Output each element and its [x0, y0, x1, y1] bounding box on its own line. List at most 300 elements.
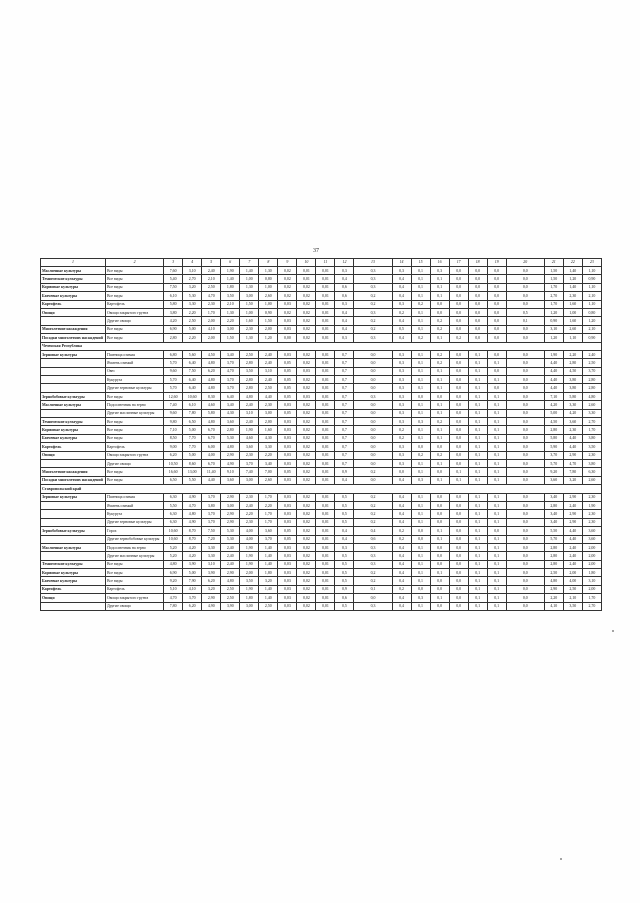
column-header: 15 — [411, 259, 430, 267]
value-cell: 0,0 — [449, 350, 468, 358]
value-cell: 0,0 — [354, 594, 392, 602]
value-cell: 3,30 — [582, 409, 601, 417]
value-cell: 4,60 — [202, 401, 221, 409]
value-cell: 0,2 — [449, 334, 468, 342]
value-cell: 3,40 — [544, 493, 563, 501]
value-cell: 2,50 — [544, 569, 563, 577]
value-cell: 0,1 — [411, 468, 430, 476]
value-cell: 4,70 — [563, 459, 582, 467]
crop-group-cell: Посадки многолетних насаждений — [41, 334, 106, 342]
value-cell: 2,40 — [582, 350, 601, 358]
value-cell: 0,0 — [354, 476, 392, 484]
value-cell: 0,01 — [316, 376, 335, 384]
value-cell: 0,01 — [316, 267, 335, 275]
value-cell: 0,1 — [411, 308, 430, 316]
value-cell: 0,1 — [430, 376, 449, 384]
value-cell: 0,1 — [468, 459, 487, 467]
value-cell: 0,05 — [278, 384, 297, 392]
value-cell: 0,1 — [468, 367, 487, 375]
value-cell: 0,3 — [354, 602, 392, 610]
value-cell: 0,1 — [468, 451, 487, 459]
value-cell: 0,5 — [506, 308, 544, 316]
crop-type-cell: Овощи закрытого грунта — [105, 308, 163, 316]
crop-type-cell: Все виды — [105, 577, 163, 585]
value-cell: 1,80 — [259, 569, 278, 577]
value-cell: 0,1 — [487, 493, 506, 501]
value-cell: 4,90 — [221, 459, 240, 467]
value-cell: 0,1 — [449, 476, 468, 484]
value-cell: 0,1 — [411, 501, 430, 509]
value-cell: 0,1 — [487, 543, 506, 551]
crop-type-cell: Другие масличные культуры — [105, 552, 163, 560]
value-cell: 2,90 — [202, 594, 221, 602]
value-cell: 1,40 — [563, 267, 582, 275]
value-cell: 0,0 — [354, 451, 392, 459]
value-cell: 9,10 — [221, 468, 240, 476]
value-cell: 0,05 — [278, 367, 297, 375]
value-cell: 0,4 — [392, 334, 411, 342]
value-cell: 0,0 — [468, 275, 487, 283]
crop-type-cell: Все виды — [105, 275, 163, 283]
value-cell: 0,1 — [487, 418, 506, 426]
value-cell: 3,70 — [221, 359, 240, 367]
value-cell: 0,01 — [316, 359, 335, 367]
value-cell: 0,1 — [411, 283, 430, 291]
value-cell: 0,1 — [468, 602, 487, 610]
value-cell: 0,0 — [430, 518, 449, 526]
value-cell: 2,90 — [563, 510, 582, 518]
value-cell: 0,1 — [468, 569, 487, 577]
value-cell: 0,0 — [430, 308, 449, 316]
value-cell: 2,60 — [259, 292, 278, 300]
value-cell: 2,80 — [544, 501, 563, 509]
crop-type-cell: Картофель — [105, 300, 163, 308]
value-cell: 2,40 — [221, 560, 240, 568]
value-cell: 0,7 — [335, 434, 354, 442]
value-cell: 0,03 — [278, 543, 297, 551]
value-cell: 2,90 — [221, 569, 240, 577]
value-cell: 0,5 — [335, 518, 354, 526]
value-cell: 0,0 — [449, 300, 468, 308]
value-cell: 0,1 — [487, 585, 506, 593]
value-cell: 0,0 — [506, 560, 544, 568]
value-cell: 2,20 — [563, 350, 582, 358]
value-cell: 0,01 — [316, 577, 335, 585]
value-cell: 0,02 — [297, 577, 316, 585]
value-cell: 0,02 — [297, 376, 316, 384]
value-cell: 0,80 — [582, 308, 601, 316]
value-cell: 2,80 — [582, 384, 601, 392]
value-cell: 0,02 — [297, 443, 316, 451]
value-cell: 0,2 — [430, 325, 449, 333]
value-cell: 0,0 — [449, 594, 468, 602]
value-cell: 0,1 — [487, 552, 506, 560]
crop-type-cell: Все виды — [105, 392, 163, 400]
crop-group-cell — [41, 367, 106, 375]
value-cell: 0,3 — [430, 267, 449, 275]
value-cell: 3,10 — [183, 267, 202, 275]
value-cell: 0,9 — [335, 468, 354, 476]
value-cell: 0,01 — [316, 518, 335, 526]
crop-type-cell: Другие овощи — [105, 602, 163, 610]
value-cell: 5,50 — [183, 476, 202, 484]
value-cell: 8,50 — [164, 434, 183, 442]
value-cell: 0,0 — [354, 367, 392, 375]
value-cell: 0,1 — [487, 569, 506, 577]
value-cell: 2,20 — [221, 317, 240, 325]
crop-group-cell — [41, 602, 106, 610]
value-cell: 0,03 — [278, 451, 297, 459]
value-cell: 0,0 — [354, 359, 392, 367]
value-cell: 0,0 — [506, 552, 544, 560]
value-cell: 1,70 — [259, 493, 278, 501]
value-cell: 0,01 — [316, 560, 335, 568]
value-cell: 4,40 — [544, 367, 563, 375]
value-cell: 3,30 — [183, 300, 202, 308]
table-row — [41, 359, 602, 367]
crop-type-cell: Все виды — [105, 325, 163, 333]
value-cell: 0,7 — [335, 376, 354, 384]
value-cell: 0,4 — [335, 476, 354, 484]
value-cell: 0,1 — [468, 468, 487, 476]
value-cell: 0,2 — [392, 585, 411, 593]
value-cell: 4,80 — [202, 376, 221, 384]
value-cell: 1,40 — [259, 552, 278, 560]
value-cell: 0,0 — [487, 275, 506, 283]
table-row — [41, 535, 602, 543]
value-cell: 2,30 — [202, 300, 221, 308]
value-cell: 4,80 — [544, 577, 563, 585]
crop-type-cell: Все виды — [105, 334, 163, 342]
value-cell: 0,0 — [506, 376, 544, 384]
value-cell: 2,70 — [544, 292, 563, 300]
value-cell: 2,80 — [221, 426, 240, 434]
value-cell: 2,90 — [563, 493, 582, 501]
value-cell: 0,1 — [487, 476, 506, 484]
value-cell: 0,2 — [354, 292, 392, 300]
table-row — [41, 376, 602, 384]
value-cell: 1,90 — [544, 350, 563, 358]
value-cell: 0,2 — [430, 359, 449, 367]
value-cell: 7,50 — [183, 367, 202, 375]
value-cell: 0,05 — [278, 409, 297, 417]
value-cell: 2,30 — [582, 510, 601, 518]
value-cell: 0,0 — [449, 409, 468, 417]
value-cell: 0,6 — [354, 535, 392, 543]
value-cell: 5,00 — [183, 569, 202, 577]
region-name: Чеченская Республика — [41, 342, 602, 350]
value-cell: 0,0 — [449, 552, 468, 560]
data-table — [40, 258, 602, 611]
value-cell: 1,40 — [259, 560, 278, 568]
value-cell: 0,0 — [449, 292, 468, 300]
value-cell: 6,40 — [183, 384, 202, 392]
value-cell: 0,7 — [335, 350, 354, 358]
value-cell: 0,0 — [506, 392, 544, 400]
value-cell: 1,70 — [544, 283, 563, 291]
value-cell: 2,00 — [582, 543, 601, 551]
value-cell: 9,20 — [544, 468, 563, 476]
value-cell: 3,70 — [202, 518, 221, 526]
value-cell: 2,10 — [582, 325, 601, 333]
column-header: 6 — [221, 259, 240, 267]
value-cell: 0,1 — [468, 418, 487, 426]
value-cell: 0,0 — [449, 325, 468, 333]
value-cell: 1,60 — [563, 317, 582, 325]
scan-speck — [560, 858, 562, 860]
value-cell: 3,70 — [240, 459, 259, 467]
value-cell: 4,40 — [563, 535, 582, 543]
crop-type-cell: Все виды — [105, 468, 163, 476]
value-cell: 0,1 — [411, 359, 430, 367]
value-cell: 0,02 — [297, 535, 316, 543]
table-row — [41, 325, 602, 333]
value-cell: 0,4 — [335, 535, 354, 543]
value-cell: 0,5 — [335, 552, 354, 560]
value-cell: 0,1 — [487, 501, 506, 509]
value-cell: 0,0 — [354, 376, 392, 384]
value-cell: 2,50 — [563, 585, 582, 593]
crop-group-cell: Зернобобовые культуры — [41, 527, 106, 535]
value-cell: 0,0 — [354, 350, 392, 358]
value-cell: 0,0 — [430, 560, 449, 568]
value-cell: 2,80 — [544, 560, 563, 568]
value-cell: 1,30 — [221, 308, 240, 316]
crop-group-cell: Многолетние насаждения — [41, 468, 106, 476]
value-cell: 0,01 — [316, 594, 335, 602]
value-cell: 2,70 — [183, 275, 202, 283]
value-cell: 2,40 — [221, 552, 240, 560]
value-cell: 2,50 — [259, 384, 278, 392]
value-cell: 0,03 — [278, 518, 297, 526]
crop-type-cell: Овощи закрытого грунта — [105, 594, 163, 602]
value-cell: 1,90 — [240, 426, 259, 434]
value-cell: 6,30 — [164, 510, 183, 518]
value-cell: 0,5 — [335, 602, 354, 610]
value-cell: 3,70 — [582, 367, 601, 375]
value-cell: 7,00 — [259, 468, 278, 476]
value-cell: 0,7 — [335, 392, 354, 400]
value-cell: 5,30 — [221, 434, 240, 442]
crop-type-cell: Горох — [105, 527, 163, 535]
value-cell: 6,40 — [221, 392, 240, 400]
crop-type-cell: Все виды — [105, 267, 163, 275]
value-cell: 0,0 — [430, 501, 449, 509]
column-header: 22 — [563, 259, 582, 267]
value-cell: 0,1 — [487, 434, 506, 442]
value-cell: 4,50 — [563, 367, 582, 375]
value-cell: 0,3 — [354, 392, 392, 400]
value-cell: 0,2 — [411, 300, 430, 308]
crop-group-cell — [41, 376, 106, 384]
value-cell: 4,00 — [240, 527, 259, 535]
value-cell: 0,2 — [430, 350, 449, 358]
value-cell: 2,80 — [544, 552, 563, 560]
value-cell: 0,6 — [335, 594, 354, 602]
value-cell: 4,80 — [582, 392, 601, 400]
value-cell: 0,02 — [297, 418, 316, 426]
value-cell: 1,20 — [259, 334, 278, 342]
column-header: 10 — [297, 259, 316, 267]
value-cell: 3,10 — [202, 560, 221, 568]
value-cell: 0,1 — [411, 267, 430, 275]
value-cell: 0,1 — [430, 275, 449, 283]
value-cell: 0,3 — [335, 334, 354, 342]
value-cell: 2,80 — [544, 426, 563, 434]
value-cell: 0,02 — [297, 594, 316, 602]
value-cell: 1,80 — [582, 569, 601, 577]
value-cell: 0,7 — [335, 451, 354, 459]
value-cell: 0,1 — [468, 552, 487, 560]
value-cell: 5,70 — [544, 535, 563, 543]
value-cell: 0,1 — [411, 409, 430, 417]
value-cell: 6,40 — [183, 359, 202, 367]
crop-group-cell — [41, 409, 106, 417]
value-cell: 0,7 — [335, 359, 354, 367]
value-cell: 0,4 — [335, 275, 354, 283]
value-cell: 0,02 — [297, 434, 316, 442]
value-cell: 3,90 — [183, 560, 202, 568]
value-cell: 2,50 — [221, 594, 240, 602]
value-cell: 5,00 — [544, 409, 563, 417]
value-cell: 0,2 — [354, 325, 392, 333]
column-header: 4 — [183, 259, 202, 267]
value-cell: 0,0 — [487, 384, 506, 392]
value-cell: 1,10 — [582, 267, 601, 275]
value-cell: 0,01 — [316, 552, 335, 560]
value-cell: 4,80 — [202, 418, 221, 426]
value-cell: 0,1 — [430, 426, 449, 434]
value-cell: 9,00 — [164, 443, 183, 451]
value-cell: 0,0 — [506, 451, 544, 459]
value-cell: 2,80 — [563, 359, 582, 367]
value-cell: 3,60 — [582, 527, 601, 535]
value-cell: 0,0 — [449, 493, 468, 501]
value-cell: 0,1 — [487, 376, 506, 384]
value-cell: 6,30 — [582, 468, 601, 476]
value-cell: 7,70 — [183, 434, 202, 442]
value-cell: 2,00 — [582, 585, 601, 593]
value-cell: 0,7 — [335, 401, 354, 409]
value-cell: 4,90 — [183, 518, 202, 526]
table-row — [41, 459, 602, 467]
value-cell: 1,80 — [221, 283, 240, 291]
value-cell: 3,00 — [240, 602, 259, 610]
crop-group-cell: Кормовые культуры — [41, 283, 106, 291]
value-cell: 0,1 — [411, 543, 430, 551]
value-cell: 0,7 — [335, 418, 354, 426]
value-cell: 0,1 — [411, 292, 430, 300]
value-cell: 2,40 — [563, 501, 582, 509]
value-cell: 0,0 — [449, 367, 468, 375]
value-cell: 1,90 — [240, 552, 259, 560]
value-cell: 0,01 — [316, 367, 335, 375]
value-cell: 0,5 — [335, 577, 354, 585]
value-cell: 0,0 — [354, 384, 392, 392]
value-cell: 0,0 — [468, 334, 487, 342]
value-cell: 0,1 — [449, 468, 468, 476]
crop-group-cell: Зернобобовые культуры — [41, 392, 106, 400]
value-cell: 1,40 — [259, 543, 278, 551]
value-cell: 2,70 — [582, 418, 601, 426]
value-cell: 4,00 — [202, 451, 221, 459]
value-cell: 0,0 — [449, 384, 468, 392]
value-cell: 0,0 — [449, 443, 468, 451]
value-cell: 4,20 — [544, 401, 563, 409]
value-cell: 0,02 — [297, 585, 316, 593]
value-cell: 1,40 — [221, 275, 240, 283]
value-cell: 1,20 — [582, 317, 601, 325]
value-cell: 0,01 — [316, 468, 335, 476]
value-cell: 0,0 — [487, 317, 506, 325]
crop-type-cell: Подсолнечник на зерно — [105, 401, 163, 409]
value-cell: 4,80 — [183, 510, 202, 518]
value-cell: 6,50 — [183, 418, 202, 426]
value-cell: 0,01 — [316, 426, 335, 434]
value-cell: 0,03 — [278, 443, 297, 451]
value-cell: 3,90 — [221, 602, 240, 610]
value-cell: 4,10 — [183, 585, 202, 593]
value-cell: 0,5 — [335, 569, 354, 577]
value-cell: 0,0 — [411, 535, 430, 543]
value-cell: 5,60 — [183, 350, 202, 358]
value-cell: 0,4 — [392, 560, 411, 568]
value-cell: 0,1 — [430, 535, 449, 543]
value-cell: 2,90 — [221, 510, 240, 518]
value-cell: 0,0 — [468, 283, 487, 291]
value-cell: 2,80 — [240, 384, 259, 392]
value-cell: 0,0 — [506, 267, 544, 275]
crop-group-cell: Овощи — [41, 308, 106, 316]
crop-type-cell: Все виды — [105, 476, 163, 484]
value-cell: 8,30 — [202, 392, 221, 400]
value-cell: 0,3 — [392, 418, 411, 426]
value-cell: 0,0 — [506, 602, 544, 610]
value-cell: 0,0 — [506, 409, 544, 417]
crop-group-cell — [41, 384, 106, 392]
value-cell: 0,0 — [468, 317, 487, 325]
value-cell: 0,05 — [278, 376, 297, 384]
value-cell: 6,70 — [202, 426, 221, 434]
value-cell: 0,4 — [335, 325, 354, 333]
value-cell: 0,4 — [392, 518, 411, 526]
value-cell: 0,0 — [506, 401, 544, 409]
value-cell: 2,40 — [259, 376, 278, 384]
value-cell: 0,0 — [354, 459, 392, 467]
value-cell: 2,20 — [240, 510, 259, 518]
value-cell: 2,90 — [221, 451, 240, 459]
crop-type-cell: Другие зернобобовые культуры — [105, 535, 163, 543]
table-row — [41, 401, 602, 409]
value-cell: 0,2 — [411, 451, 430, 459]
value-cell: 2,40 — [240, 418, 259, 426]
value-cell: 3,80 — [582, 434, 601, 442]
value-cell: 0,0 — [506, 501, 544, 509]
value-cell: 1,90 — [240, 585, 259, 593]
value-cell: 0,0 — [506, 300, 544, 308]
value-cell: 10,60 — [183, 392, 202, 400]
value-cell: 0,1 — [411, 350, 430, 358]
value-cell: 0,02 — [278, 267, 297, 275]
value-cell: 0,4 — [392, 510, 411, 518]
value-cell: 0,1 — [430, 594, 449, 602]
value-cell: 0,02 — [297, 384, 316, 392]
value-cell: 0,1 — [487, 426, 506, 434]
value-cell: 0,03 — [278, 510, 297, 518]
value-cell: 0,1 — [411, 325, 430, 333]
value-cell: 0,1 — [487, 468, 506, 476]
value-cell: 0,4 — [392, 594, 411, 602]
